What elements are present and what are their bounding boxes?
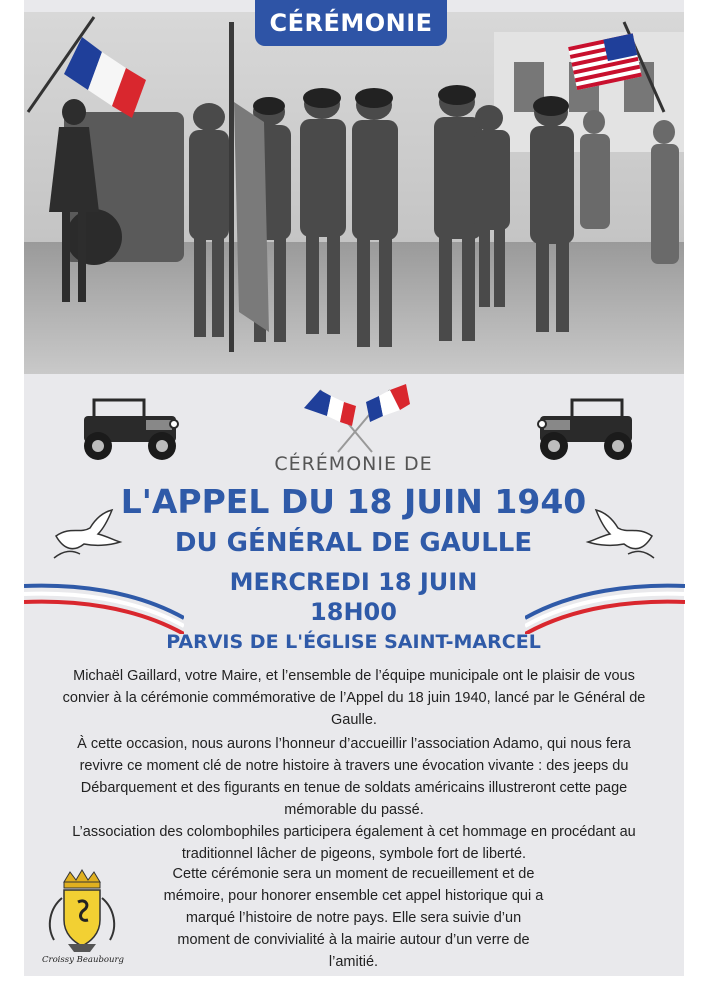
soldiers-photo xyxy=(24,12,684,374)
closing-paragraph: Cette cérémonie sera un moment de recueillement et de mémoire, pour honorer ensemble cet appel historique qui a marqué l’histoire de notre pays. Elle sera suivie d’un moment de convivialité à la mairie autour d’un verre de l’amitié. xyxy=(163,866,544,970)
town-crest-icon xyxy=(34,868,130,968)
event-time: 18H00 xyxy=(310,598,397,626)
event-date: MERCREDI 18 JUIN xyxy=(229,568,478,596)
town-name: Croissy Beaubourg xyxy=(42,955,124,965)
event-title: L'APPEL DU 18 JUIN 1940 xyxy=(120,482,587,521)
association-paragraph: À cette occasion, nous aurons l’honneur d’accueillir l’association Adamo, qui nous fera revivre ce moment clé de notre histoire à travers une évocation vivante : des jeeps du Débarquement et des figurants en tenue de soldats américains illustreront cette page mémorable du passé. xyxy=(77,736,631,818)
event-place: PARVIS DE L'ÉGLISE SAINT-MARCEL xyxy=(166,631,541,653)
event-subtitle: DU GÉNÉRAL DE GAULLE xyxy=(174,528,533,558)
pigeons-paragraph: L’association des colombophiles participera également à cet hommage en procédant au traditionnel lâcher de pigeons, symbole fort de liberté. xyxy=(72,824,636,862)
crossed-flags-icon xyxy=(300,382,410,454)
ceremony-kicker: CÉRÉMONIE DE xyxy=(274,453,433,475)
ceremony-badge: CÉRÉMONIE xyxy=(255,0,447,46)
invitation-paragraph: Michaël Gaillard, votre Maire, et l’ensemble de l’équipe municipale ont le plaisir de vous convier à la cérémonie commémorative de l’Appel du 18 juin 1940, lancé par le Général de Gaulle. xyxy=(62,668,646,728)
